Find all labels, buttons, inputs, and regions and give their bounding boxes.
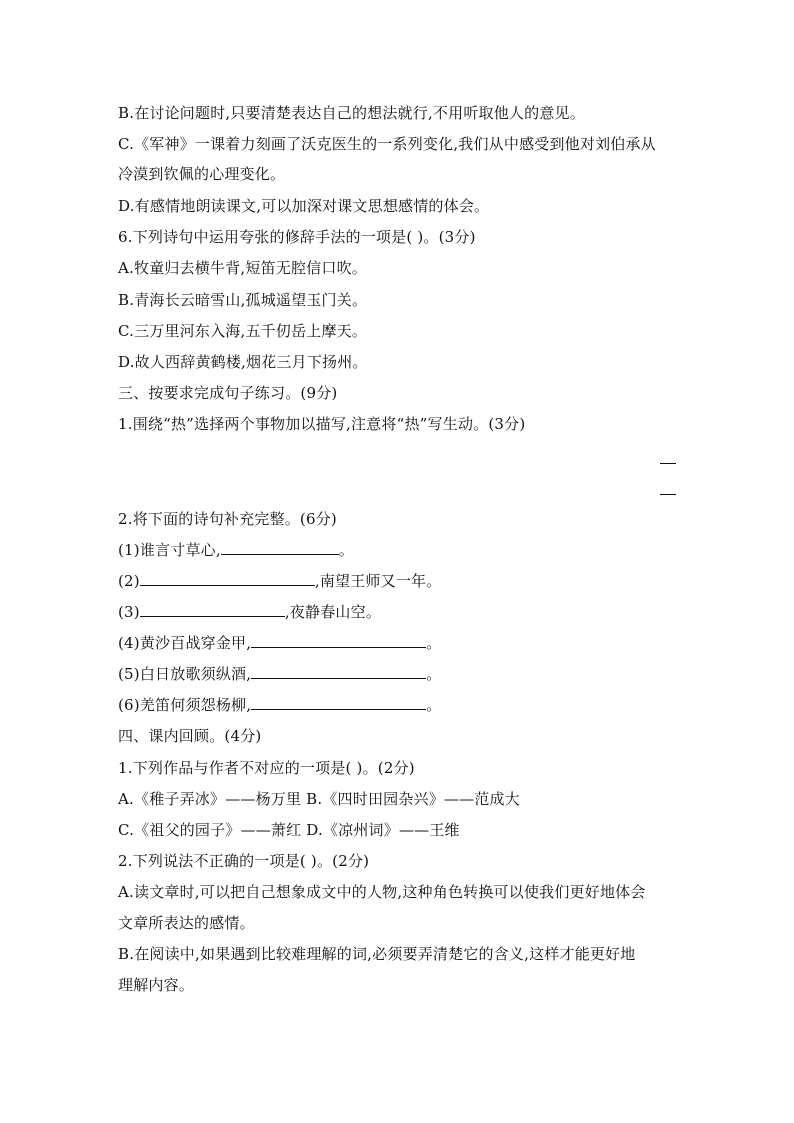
poem-fill-2-after: ,南望王师又一年。 bbox=[314, 572, 442, 590]
poem-fill-6 bbox=[118, 695, 441, 715]
poem-fill-4 bbox=[118, 633, 441, 653]
poem-fill-1-before: (1)谁言寸草心, bbox=[118, 541, 221, 559]
s4q1-options-ab: A.《稚子弄冰》——杨万里 B.《四时田园杂兴》——范成大 bbox=[118, 790, 520, 808]
s4q2-option-a: A.读文章时,可以把自己想象成文中的人物,这种角色转换可以使我们更好地体会 bbox=[118, 883, 646, 901]
s4q2-option-b: B.在阅读中,如果遇到比较难理解的词,必须要弄清楚它的含义,这样才能更好地 bbox=[118, 945, 636, 963]
poem-fill-1-after: 。 bbox=[338, 541, 355, 559]
option-c-junshen: C.《军神》一课着力刻画了沃克医生的一系列变化,我们从中感受到他对刘伯承从 bbox=[118, 135, 656, 153]
section-3-question-2: 2.将下面的诗句补充完整。(6分) bbox=[118, 510, 337, 528]
poem-fill-2-blank[interactable] bbox=[140, 571, 315, 586]
poem-fill-2-before: (2) bbox=[118, 572, 140, 590]
poem-fill-5-after: 。 bbox=[426, 665, 442, 683]
poem-fill-3-after: ,夜静春山空。 bbox=[284, 603, 382, 621]
s4q2-option-a-continued: 文章所表达的感情。 bbox=[118, 914, 255, 932]
poem-fill-2 bbox=[118, 571, 441, 591]
answer-line-1[interactable] bbox=[660, 463, 676, 464]
poem-fill-6-blank[interactable] bbox=[251, 695, 426, 710]
section-4-question-1: 1.下列作品与作者不对应的一项是( )。(2分) bbox=[118, 759, 415, 777]
s4q2-option-b-continued: 理解内容。 bbox=[118, 976, 195, 994]
question-6: 6.下列诗句中运用夸张的修辞手法的一项是( )。(3分) bbox=[118, 228, 476, 246]
poem-fill-5-blank[interactable] bbox=[251, 664, 426, 679]
poem-fill-4-after: 。 bbox=[426, 634, 442, 652]
option-d-reading: D.有感情地朗读课文,可以加深对课文思想感情的体会。 bbox=[118, 197, 490, 215]
q6-option-a: A.牧童归去横牛背,短笛无腔信口吹。 bbox=[118, 259, 367, 277]
poem-fill-4-blank[interactable] bbox=[251, 633, 426, 648]
q6-option-d: D.故人西辞黄鹤楼,烟花三月下扬州。 bbox=[118, 353, 368, 371]
poem-fill-6-before: (6)羌笛何须怨杨柳, bbox=[118, 696, 252, 714]
poem-fill-5-before: (5)白日放歌须纵酒, bbox=[118, 665, 252, 683]
poem-fill-3-before: (3) bbox=[118, 603, 140, 621]
poem-fill-1 bbox=[118, 540, 354, 560]
poem-fill-3-blank[interactable] bbox=[140, 602, 285, 617]
section-4-heading: 四、课内回顾。(4分) bbox=[118, 727, 262, 745]
option-b-discussion: B.在讨论问题时,只要清楚表达自己的想法就行,不用听取他人的意见。 bbox=[118, 104, 585, 122]
poem-fill-3 bbox=[118, 602, 381, 622]
section-3-question-1: 1.围绕“热”选择两个事物加以描写,注意将“热”写生动。(3分) bbox=[118, 415, 526, 433]
answer-line-2[interactable] bbox=[660, 494, 676, 495]
section-3-heading: 三、按要求完成句子练习。(9分) bbox=[118, 384, 338, 402]
poem-fill-4-before: (4)黄沙百战穿金甲, bbox=[118, 634, 252, 652]
q6-option-c: C.三万里河东入海,五千仞岳上摩天。 bbox=[118, 322, 368, 340]
s4q1-options-cd: C.《祖父的园子》——萧红 D.《凉州词》——王维 bbox=[118, 821, 460, 839]
poem-fill-1-blank[interactable] bbox=[221, 540, 339, 555]
poem-fill-5 bbox=[118, 664, 441, 684]
q6-option-b: B.青海长云暗雪山,孤城遥望玉门关。 bbox=[118, 291, 368, 309]
option-c-continued: 冷漠到钦佩的心理变化。 bbox=[118, 165, 286, 183]
poem-fill-6-after: 。 bbox=[426, 696, 442, 714]
section-4-question-2: 2.下列说法不正确的一项是( )。(2分) bbox=[118, 852, 370, 870]
